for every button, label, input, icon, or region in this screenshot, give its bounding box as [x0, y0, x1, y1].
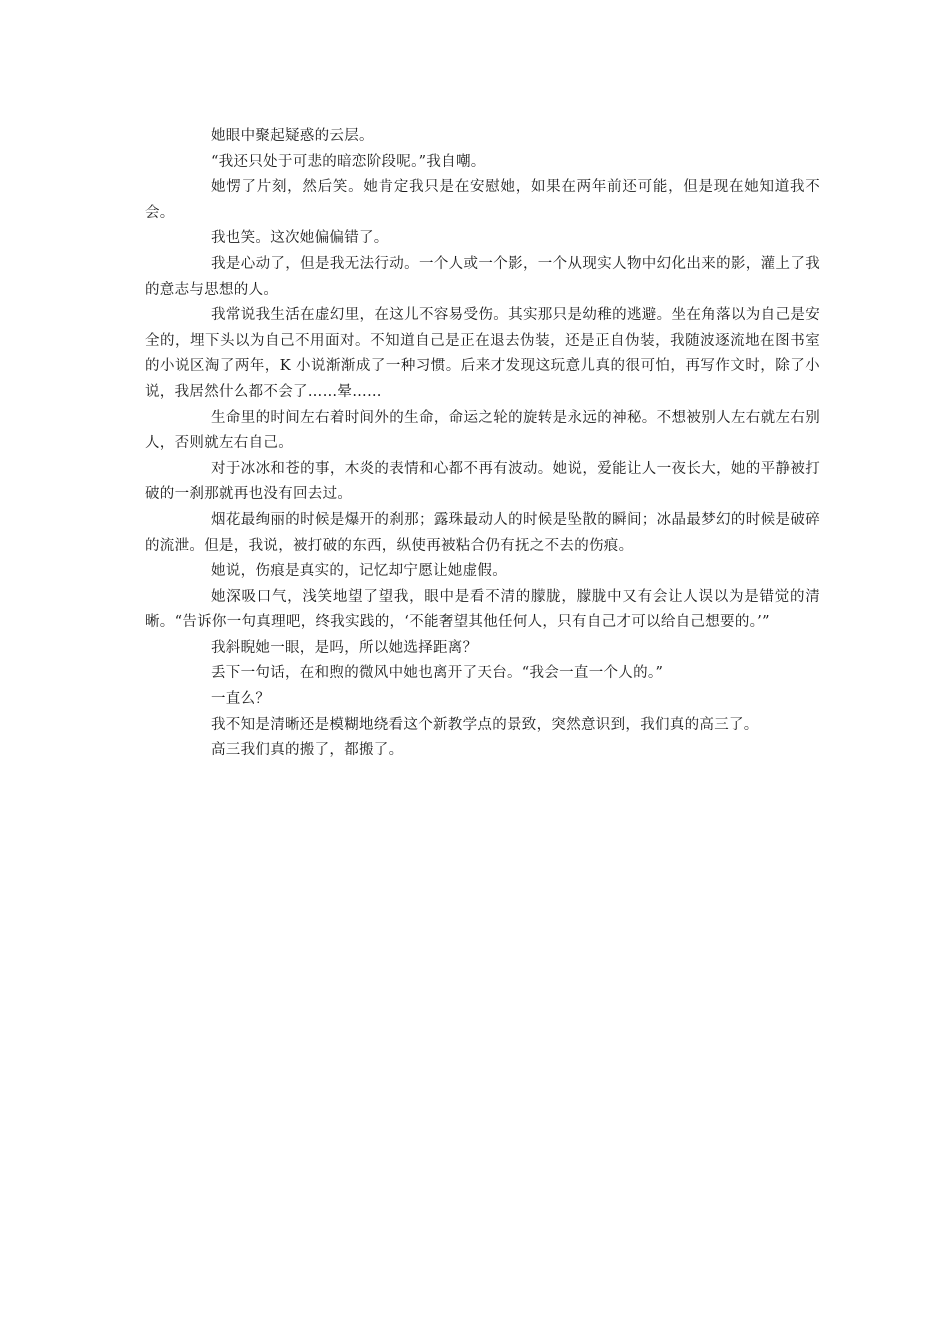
paragraph: 我不知是清晰还是模糊地绕看这个新教学点的景致，突然意识到，我们真的高三了。 — [211, 716, 759, 733]
paragraph: 我常说我生活在虚幻里，在这儿不容易受伤。其实那只是幼稚的逃避。坐在角落以为自己是安全的，埋下头以为自己不用面对。不知道自己是正在退去伪装，还是正自伪装，我随波逐流地在图书室的小说区淘了两年，K 小说渐渐成了一种习惯。后来才发现这玩意儿真的很可怕，再写作文时，除了小说，我居然什么都不会了……晕…… — [145, 307, 820, 400]
paragraph: 她深吸口气，浅笑地望了望我，眼中是看不清的朦胧，朦胧中又有会让人误以为是错觉的清晰。“告诉你一句真理吧，终我实践的，‘不能奢望其他任何人，只有自己才可以给自己想要的。’” — [145, 588, 820, 631]
body-text — [145, 124, 820, 764]
paragraph: “我还只处于可悲的暗恋阶段呢。”我自嘲。 — [211, 153, 486, 170]
paragraph: 她愣了片刻，然后笑。她肯定我只是在安慰她，如果在两年前还可能，但是现在她知道我不会。 — [145, 179, 820, 221]
paragraph: 烟花最绚丽的时候是爆开的刹那；露珠最动人的时候是坠散的瞬间；冰晶最梦幻的时候是破碎的流泄。但是，我说，被打破的东西，纵使再被粘合仍有抚之不去的伤痕。 — [145, 511, 820, 554]
paragraph: 她眼中聚起疑惑的云层。 — [211, 128, 374, 144]
paragraph: 我是心动了，但是我无法行动。一个人或一个影，一个从现实人物中幻化出来的影，灌上了我的意志与思想的人。 — [145, 255, 820, 298]
paragraph: 我斜睨她一眼，是吗，所以她选择距离？ — [211, 639, 478, 656]
paragraph: 一直么？ — [211, 691, 271, 708]
paragraph: 高三我们真的搬了，都搬了。 — [211, 742, 404, 759]
paragraph: 丢下一句话，在和煦的微风中她也离开了天台。“我会一直一个人的。” — [211, 665, 664, 682]
paragraph: 她说，伤痕是真实的，记忆却宁愿让她虚假。 — [211, 563, 507, 580]
paragraph: 对于冰冰和苍的事，木炎的表情和心都不再有波动。她说，爱能让人一夜长大，她的平静被打破的一刹那就再也没有回去过。 — [145, 460, 820, 503]
paragraph: 我也笑。这次她偏偏错了。 — [211, 230, 389, 247]
paragraph: 生命里的时间左右着时间外的生命，命运之轮的旋转是永远的神秘。不想被别人左右就左右别人，否则就左右自己。 — [145, 409, 820, 452]
